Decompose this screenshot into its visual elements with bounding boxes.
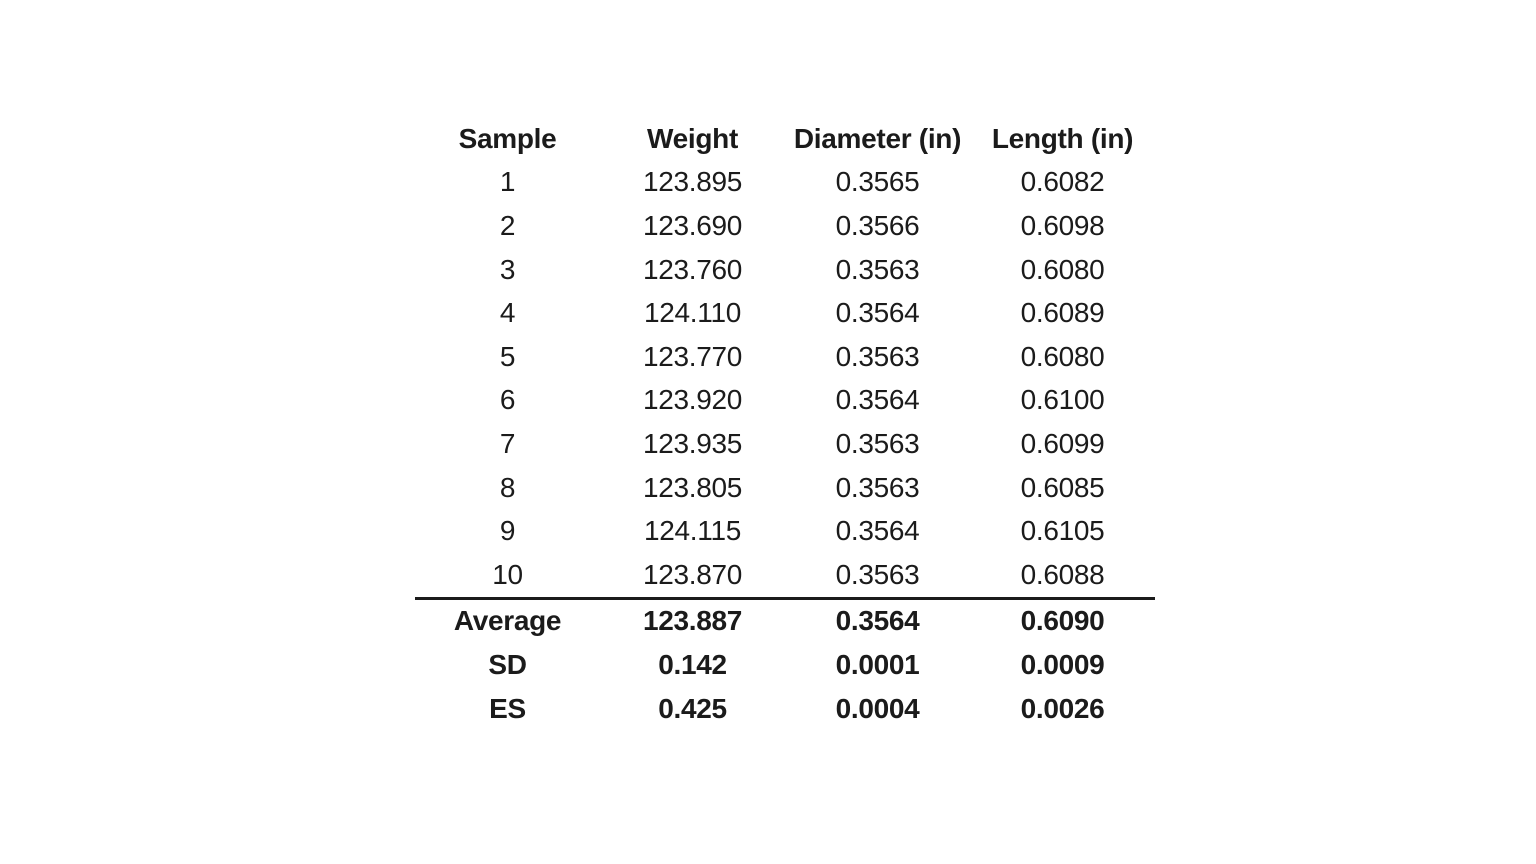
sample-id-cell: 2 [499, 209, 516, 241]
sample-id-cell: 3 [499, 253, 516, 285]
table-body [415, 161, 1155, 731]
diameter-cell: 0.3564 [785, 598, 970, 643]
table-row [415, 291, 1155, 335]
table-row [415, 335, 1155, 379]
measurement-table-container [415, 117, 1155, 730]
diameter-cell: 0.3563 [835, 253, 920, 285]
weight-cell: 123.760 [642, 253, 743, 285]
table-row [415, 161, 1155, 205]
summary-label-cell: SD [488, 648, 527, 680]
length-cell: 0.6090 [970, 598, 1155, 643]
length-cell: 0.6105 [1020, 515, 1105, 547]
table-row [415, 248, 1155, 292]
table-row [415, 204, 1155, 248]
weight-cell: 123.920 [642, 384, 743, 416]
sample-id-cell: 7 [499, 427, 516, 459]
length-cell: 0.0009 [1020, 648, 1105, 680]
length-cell: 0.6088 [1020, 558, 1105, 590]
summary-label-cell: ES [489, 692, 526, 724]
measurement-table [415, 117, 1155, 730]
diameter-cell: 0.3564 [835, 297, 920, 329]
length-cell: 0.6082 [1020, 166, 1105, 198]
sample-id-cell: 1 [499, 166, 516, 198]
length-cell: 0.6080 [1020, 253, 1105, 285]
weight-cell: 124.110 [643, 297, 742, 329]
length-cell: 0.6089 [1020, 297, 1105, 329]
summary-row-sd [415, 643, 1155, 687]
weight-cell: 123.935 [642, 427, 743, 459]
weight-cell: 123.805 [642, 471, 743, 503]
column-header-diameter: Diameter (in) [793, 122, 962, 154]
table-header [415, 117, 1155, 161]
diameter-cell: 0.3566 [835, 209, 920, 241]
column-header-weight: Weight [646, 122, 738, 154]
weight-cell: 123.870 [642, 558, 743, 590]
diameter-cell: 0.3563 [835, 427, 920, 459]
weight-cell: 124.115 [643, 515, 742, 547]
table-row [415, 422, 1155, 466]
column-header-sample: Sample [458, 122, 557, 154]
length-cell: 0.0026 [1020, 692, 1105, 724]
length-cell: 0.6099 [1020, 427, 1105, 459]
diameter-cell: 0.0004 [835, 692, 920, 724]
length-cell: 0.6098 [1020, 209, 1105, 241]
diameter-cell: 0.3563 [835, 471, 920, 503]
diameter-cell: 0.3565 [835, 166, 920, 198]
summary-row-average [415, 598, 1155, 643]
summary-row-es [415, 687, 1155, 731]
table-row [415, 379, 1155, 423]
diameter-cell: 0.3563 [835, 558, 920, 590]
sample-id-cell: 8 [499, 471, 516, 503]
table-row [415, 553, 1155, 598]
diameter-cell: 0.3564 [835, 515, 920, 547]
diameter-cell: 0.3564 [835, 384, 920, 416]
summary-label-cell: Average [415, 598, 600, 643]
diameter-cell: 0.3563 [835, 340, 920, 372]
sample-id-cell: 5 [499, 340, 516, 372]
sample-id-cell: 6 [499, 384, 516, 416]
diameter-cell: 0.0001 [835, 648, 920, 680]
weight-cell: 123.770 [642, 340, 743, 372]
table-header-row [415, 117, 1155, 161]
weight-cell: 0.142 [658, 648, 727, 680]
table-row [415, 509, 1155, 553]
sample-id-cell: 4 [499, 297, 516, 329]
length-cell: 0.6100 [1020, 384, 1105, 416]
weight-cell: 0.425 [658, 692, 727, 724]
length-cell: 0.6085 [1020, 471, 1105, 503]
weight-cell: 123.887 [600, 598, 785, 643]
table-row [415, 466, 1155, 510]
column-header-length: Length (in) [991, 122, 1134, 154]
weight-cell: 123.690 [642, 209, 743, 241]
weight-cell: 123.895 [642, 166, 743, 198]
sample-id-cell: 9 [499, 515, 516, 547]
sample-id-cell: 10 [492, 558, 523, 590]
length-cell: 0.6080 [1020, 340, 1105, 372]
